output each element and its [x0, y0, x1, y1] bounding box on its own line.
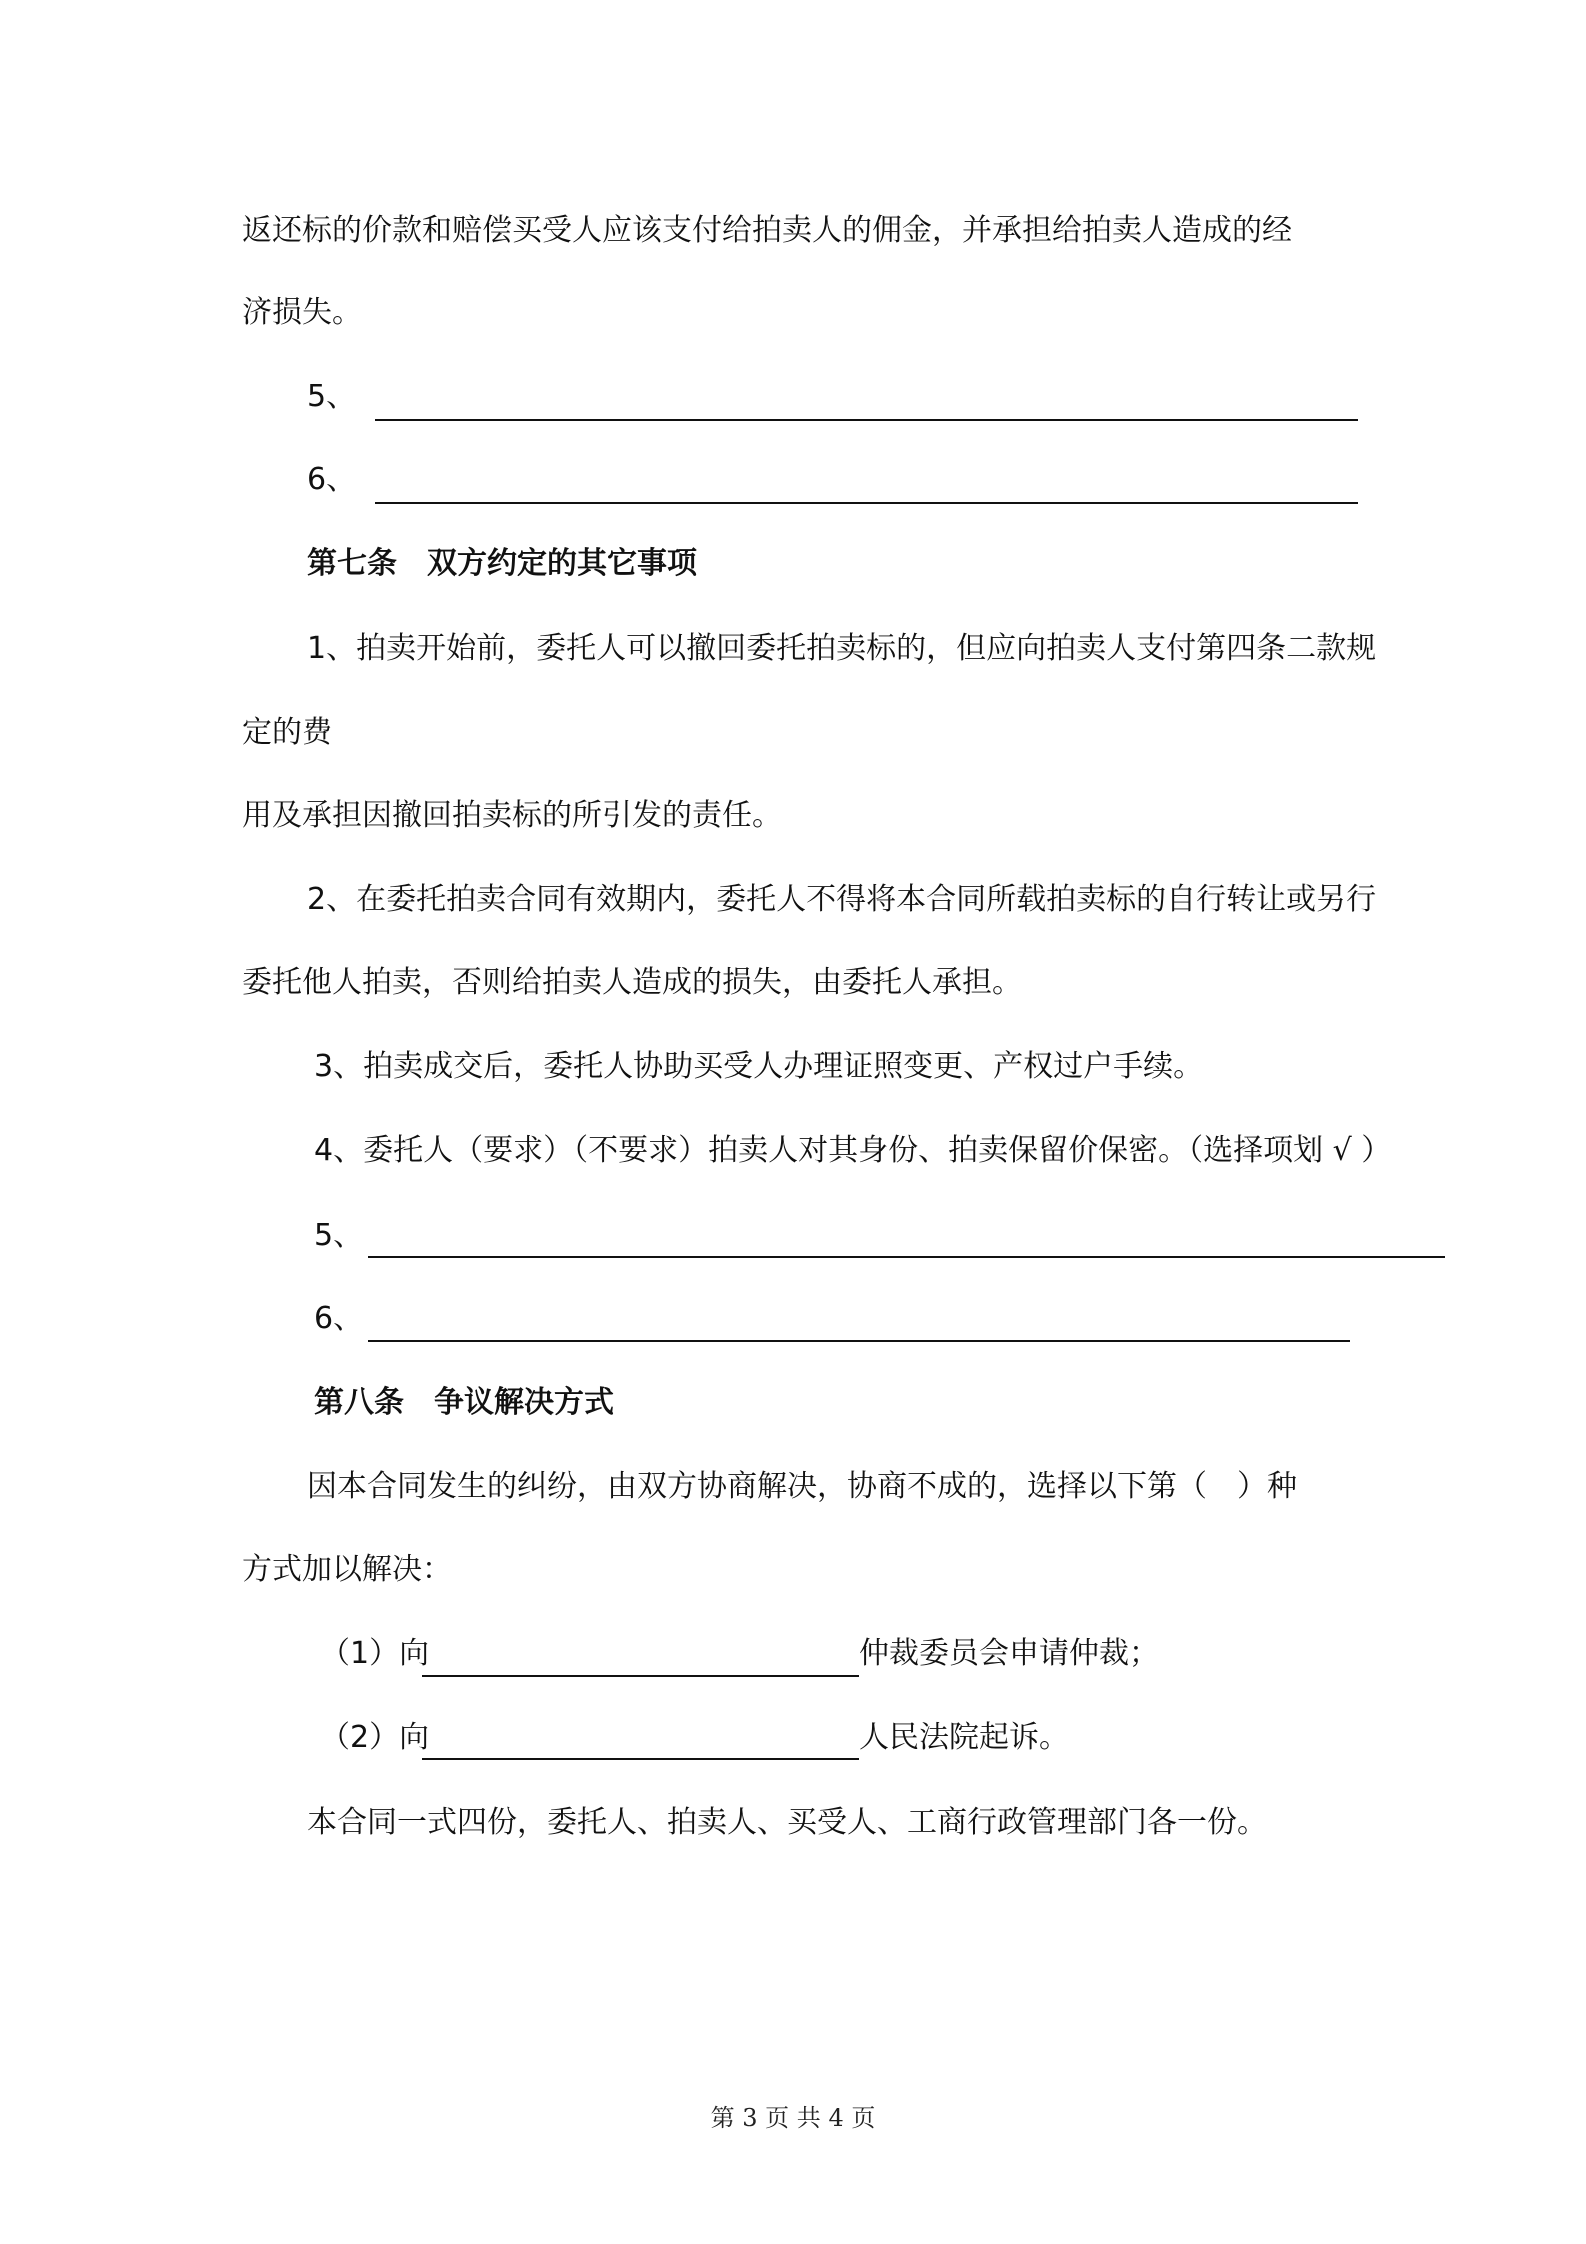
- paragraph-line: 返还标的价款和赔偿买受人应该支付给拍卖人的佣金，并承担给拍卖人造成的经: [242, 213, 1292, 248]
- option-1-prefix: （1）向: [320, 1636, 430, 1671]
- blank-line: [368, 1256, 1445, 1258]
- item-number: 6、: [307, 462, 357, 497]
- paragraph-line: 济损失。: [242, 295, 362, 330]
- paragraph-line: 2、在委托拍卖合同有效期内，委托人不得将本合同所载拍卖标的自行转让或另行: [307, 882, 1377, 917]
- item-number: 5、: [314, 1218, 364, 1253]
- paragraph-line: 4、委托人（要求）（不要求）拍卖人对其身份、拍卖保留价保密。（选择项划 √ ）: [314, 1133, 1392, 1168]
- blank-line: [375, 419, 1358, 421]
- paragraph-line: 1、拍卖开始前，委托人可以撤回委托拍卖标的，但应向拍卖人支付第四条二款规: [307, 631, 1377, 666]
- blank-line: [375, 502, 1358, 504]
- article-7-title: 第七条 双方约定的其它事项: [307, 546, 697, 581]
- item-number: 6、: [314, 1301, 364, 1336]
- paragraph-line: 定的费: [242, 715, 332, 750]
- item-number: 5、: [307, 379, 357, 414]
- paragraph-line: 用及承担因撤回拍卖标的所引发的责任。: [242, 798, 782, 833]
- option-2-suffix: 人民法院起诉。: [859, 1720, 1069, 1755]
- paragraph-line: 因本合同发生的纠纷，由双方协商解决，协商不成的，选择以下第（ ）种: [307, 1469, 1297, 1504]
- option-2-prefix: （2）向: [320, 1720, 430, 1755]
- blank-line: [422, 1758, 859, 1760]
- paragraph-line: 3、拍卖成交后，委托人协助买受人办理证照变更、产权过户手续。: [314, 1049, 1204, 1084]
- paragraph-line: 委托他人拍卖，否则给拍卖人造成的损失，由委托人承担。: [242, 965, 1022, 1000]
- article-8-title: 第八条 争议解决方式: [314, 1385, 614, 1420]
- option-1-suffix: 仲裁委员会申请仲裁；: [859, 1636, 1159, 1671]
- closing-paragraph: 本合同一式四份，委托人、拍卖人、买受人、工商行政管理部门各一份。: [307, 1805, 1267, 1840]
- paragraph-line: 方式加以解决：: [242, 1552, 452, 1587]
- blank-line: [368, 1340, 1350, 1342]
- blank-line: [422, 1675, 859, 1677]
- page-number: 第 3 页 共 4 页: [710, 2104, 876, 2132]
